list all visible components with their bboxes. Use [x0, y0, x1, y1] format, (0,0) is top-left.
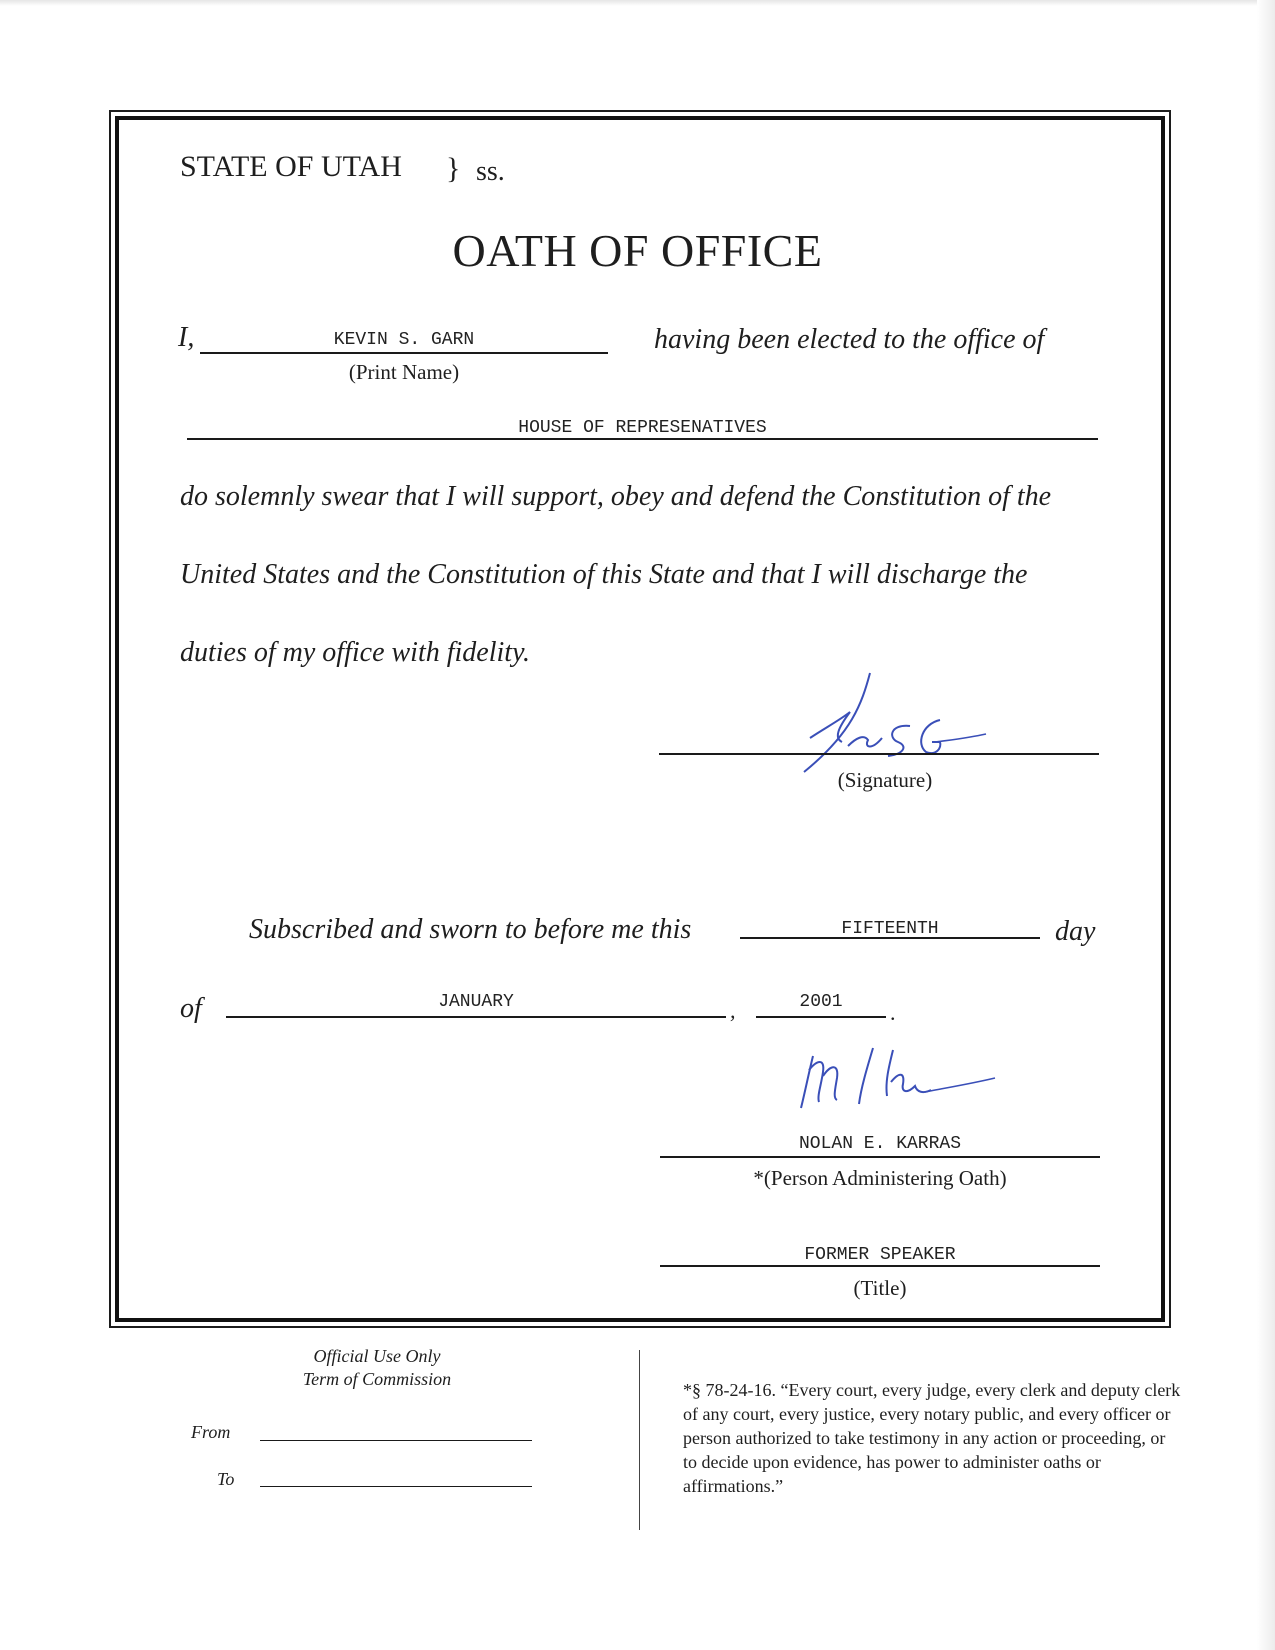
state-heading: STATE OF UTAH: [180, 150, 402, 183]
brace-symbol: }: [446, 152, 461, 185]
from-label: From: [191, 1422, 231, 1442]
print-name-value: KEVIN S. GARN: [333, 330, 475, 350]
i-prefix: I,: [178, 322, 195, 353]
title-line: [660, 1265, 1100, 1267]
from-line: [260, 1440, 532, 1441]
official-use-heading: Official Use Only: [313, 1346, 441, 1366]
footer-divider: [639, 1350, 640, 1530]
oath-text-line-3: duties of my office with fidelity.: [180, 637, 530, 668]
elected-text: having been elected to the office of: [654, 324, 1045, 355]
print-name-caption: (Print Name): [348, 360, 460, 384]
signature-image-nolan-e-karras: [795, 1042, 1005, 1112]
year-line: [756, 1016, 886, 1018]
sworn-prefix: Subscribed and sworn to before me this: [249, 914, 692, 945]
oath-text-line-2: United States and the Constitution of this State and that I will discharge the: [180, 559, 1028, 590]
signature-line: [659, 753, 1099, 755]
title-caption: (Title): [853, 1276, 907, 1300]
title-value: FORMER SPEAKER: [804, 1245, 956, 1265]
to-line: [260, 1486, 532, 1487]
month-comma: ,: [730, 998, 736, 1023]
scan-edge-top: [0, 0, 1275, 6]
administrator-line: [660, 1156, 1100, 1158]
ss-abbreviation: ss.: [476, 156, 505, 187]
month-line: [226, 1016, 726, 1018]
year-value: 2001: [799, 992, 843, 1012]
to-label: To: [217, 1469, 235, 1489]
office-value: HOUSE OF REPRESENATIVES: [518, 418, 767, 438]
signature-caption: (Signature): [837, 768, 933, 792]
term-of-commission-heading: Term of Commission: [302, 1369, 452, 1389]
oath-text-line-1: do solemnly swear that I will support, obey and defend the Constitution of the: [180, 481, 1052, 512]
document-title: OATH OF OFFICE: [452, 225, 823, 276]
day-value: FIFTEENTH: [841, 919, 939, 939]
signature-image-kevin-s-garn: [790, 668, 990, 778]
print-name-line: [200, 352, 608, 354]
statute-citation: *§ 78-24-16. “Every court, every judge, every clerk and deputy clerk of any court, every justice, every notary public, and every officer or person authorized to take testimony in any action or proceeding, or to decide upon evidence, has power to administer oaths or affirmations.”: [683, 1380, 1181, 1496]
day-word: day: [1055, 916, 1096, 947]
year-period: .: [890, 1000, 896, 1025]
office-line: [187, 438, 1098, 440]
administrator-name-value: NOLAN E. KARRAS: [798, 1134, 962, 1154]
administrator-caption: *(Person Administering Oath): [753, 1166, 1007, 1190]
of-word: of: [180, 993, 202, 1024]
month-value: JANUARY: [438, 992, 514, 1012]
day-line: [740, 937, 1040, 939]
